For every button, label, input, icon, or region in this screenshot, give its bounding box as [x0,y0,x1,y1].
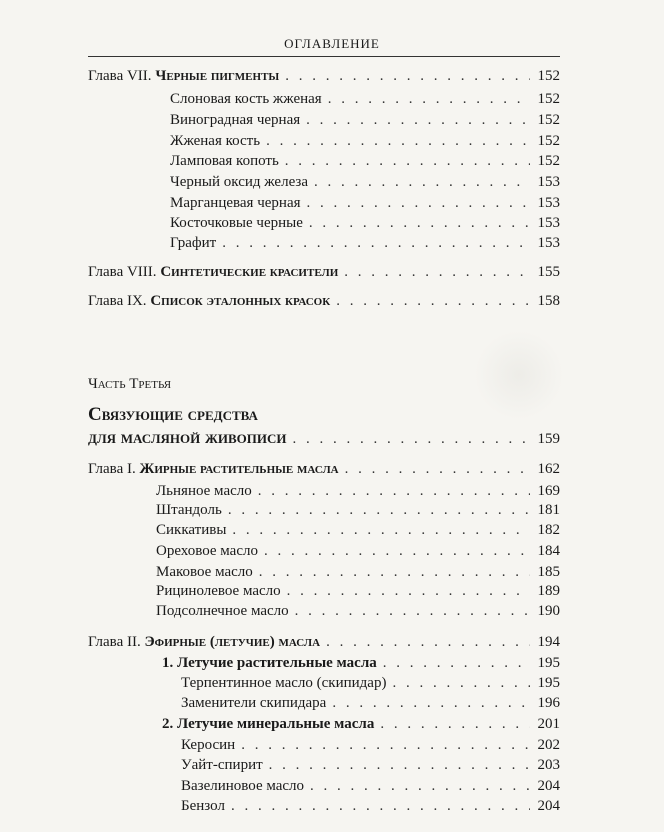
page-number: 201 [537,716,560,732]
page-header: ОГЛАВЛЕНИЕ [284,36,380,51]
page-number: 195 [537,675,560,691]
page-number: 195 [537,655,560,671]
subsection-title: 2. Летучие минеральные масла [162,716,375,732]
toc-item[interactable] [170,131,560,151]
toc-item[interactable] [170,193,560,213]
toc-item[interactable] [181,755,560,775]
item-title: Льняное масло [156,483,252,499]
toc-chapter-1[interactable] [88,459,560,479]
toc-item[interactable] [170,213,560,233]
toc-chapter-7[interactable] [88,66,560,86]
part-title-line-1: Связующие средства [88,404,258,425]
toc-item[interactable] [181,693,560,713]
toc-item[interactable] [181,796,560,816]
toc-item[interactable] [156,500,560,520]
leader-dots [336,291,530,311]
chapter-label: Глава I. [88,461,136,477]
item-title: Слоновая кость жженая [170,91,322,107]
page-number: 189 [537,583,560,599]
leader-dots [314,172,530,192]
leader-dots [266,131,530,151]
toc-part-3[interactable] [88,428,560,452]
leader-dots [383,653,530,673]
toc-item[interactable] [156,562,560,582]
chapter-label: Глава IX. [88,293,147,309]
item-title: Черный оксид железа [170,174,309,190]
page-number: 155 [537,264,560,280]
leader-dots [222,233,530,253]
item-title: Жженая кость [170,133,261,149]
leader-dots [345,459,530,479]
toc-item[interactable] [170,151,560,171]
toc-chapter-8[interactable] [88,262,560,282]
page-number: 202 [537,737,560,753]
toc-chapter-9[interactable] [88,291,560,311]
toc-subsection-1[interactable] [162,653,560,673]
item-title: Терпентинное масло (скипидар) [181,675,387,691]
item-title: Графит [170,235,217,251]
toc-item[interactable] [181,776,560,796]
page-number: 152 [537,112,560,128]
page-number: 169 [537,483,560,499]
leader-dots [310,776,530,796]
toc-item[interactable] [156,481,560,501]
leader-dots [231,796,530,816]
page-number: 190 [537,603,560,619]
page-number: 152 [537,133,560,149]
leader-dots [259,562,530,582]
toc-item[interactable] [181,735,560,755]
toc-item[interactable] [156,520,560,540]
page-number: 152 [537,153,560,169]
leader-dots [344,262,530,282]
leader-dots [241,735,530,755]
toc-chapter-2[interactable] [88,632,560,652]
bleed-through-smudge [474,330,564,420]
page-number: 153 [537,195,560,211]
page-number: 204 [537,798,560,814]
leader-dots [258,481,530,501]
item-title: Керосин [181,737,236,753]
part-title-line-2: для масляной живописи [88,427,287,448]
chapter-title: Синтетические красители [160,264,339,280]
item-title: Ореховое масло [156,543,258,559]
item-title: Бензол [181,798,225,814]
page-number: 196 [537,695,560,711]
page-number: 194 [537,634,560,650]
chapter-label: Глава II. [88,634,141,650]
leader-dots [292,429,530,449]
leader-dots [285,66,530,86]
toc-item[interactable] [156,541,560,561]
item-title: Виноградная черная [170,112,301,128]
item-title: Марганцевая черная [170,195,301,211]
page-number: 158 [537,293,560,309]
leader-dots [392,673,530,693]
leader-dots [309,213,530,233]
leader-dots [380,714,530,734]
item-title: Уайт-спирит [181,757,263,773]
page-number: 162 [537,461,560,477]
chapter-title: Черные пигменты [155,68,280,84]
leader-dots [295,601,530,621]
toc-subsection-2[interactable] [162,714,560,734]
toc-item[interactable] [170,89,560,109]
page-number: 152 [537,91,560,107]
leader-dots [307,193,531,213]
leader-dots [269,755,530,775]
toc-item[interactable] [170,172,560,192]
item-title: Маковое масло [156,564,253,580]
page-number: 159 [537,431,560,447]
chapter-title: Эфирные (летучие) масла [144,634,321,650]
page-number: 204 [537,778,560,794]
item-title: Ламповая копоть [170,153,279,169]
page-number: 182 [537,522,560,538]
item-title: Штандоль [156,502,222,518]
chapter-title: Жирные растительные масла [139,461,339,477]
toc-item[interactable] [170,233,560,253]
toc-item[interactable] [170,110,560,130]
chapter-label: Глава VIII. [88,264,157,280]
page-number: 203 [537,757,560,773]
part-label: Часть Третья [88,376,172,392]
chapter-title: Список эталонных красок [150,293,331,309]
leader-dots [332,693,530,713]
leader-dots [232,520,530,540]
leader-dots [264,541,530,561]
leader-dots [285,151,530,171]
leader-dots [328,89,530,109]
subsection-title: 1. Летучие растительные масла [162,655,377,671]
page-number: 184 [537,543,560,559]
toc-item[interactable] [181,673,560,693]
chapter-label: Глава VII. [88,68,152,84]
leader-dots [228,500,530,520]
leader-dots [326,632,530,652]
toc-item[interactable] [156,581,560,601]
header-rule [88,56,560,57]
page-number: 152 [537,68,560,84]
item-title: Косточковые черные [170,215,303,231]
page-number: 185 [537,564,560,580]
page-number: 153 [537,174,560,190]
page-number: 153 [537,235,560,251]
toc-item[interactable] [156,601,560,621]
item-title: Вазелиновое масло [181,778,305,794]
item-title: Подсолнечное масло [156,603,289,619]
leader-dots [306,110,530,130]
page-number: 153 [537,215,560,231]
item-title: Сиккативы [156,522,227,538]
page-number: 181 [537,502,560,518]
item-title: Рицинолевое масло [156,583,281,599]
leader-dots [287,581,530,601]
item-title: Заменители скипидара [181,695,327,711]
